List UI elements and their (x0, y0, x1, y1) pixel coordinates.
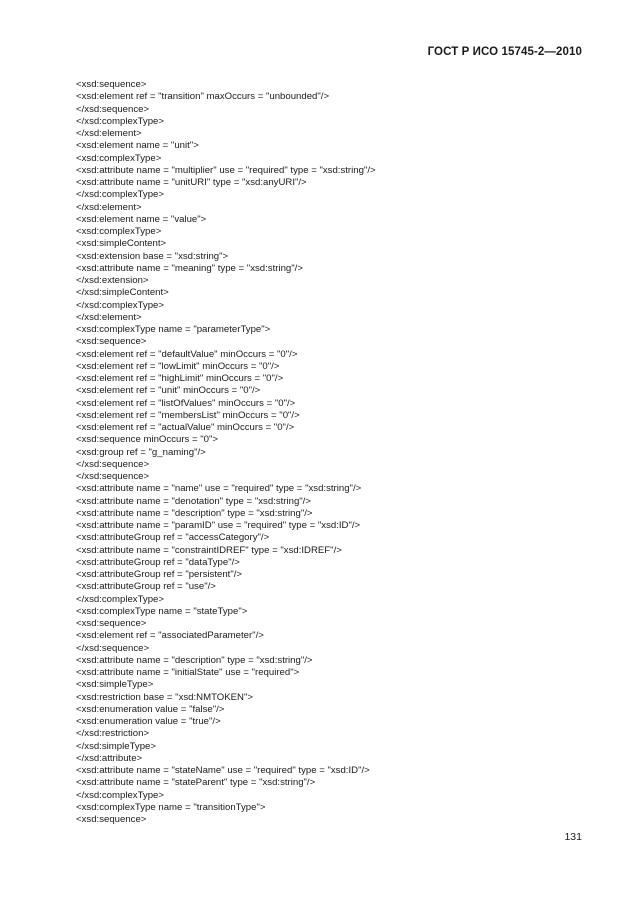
code-line: <xsd:attribute name = "stateParent" type = "xsd:string"/> (76, 777, 316, 789)
code-line: <xsd:attribute name = "stateName" use = "required" type = "xsd:ID"/> (76, 765, 370, 776)
code-line: </xsd:sequence> (76, 642, 150, 654)
code-line: <xsd:enumeration value = "false"/> (76, 703, 225, 715)
code-line: </xsd:sequence> (76, 458, 150, 470)
code-line: </xsd:simpleContent> (76, 287, 169, 299)
code-line: <xsd:complexType> (76, 152, 162, 164)
code-line: </xsd:restriction> (76, 728, 150, 740)
code-line: </xsd:complexType> (76, 299, 164, 311)
code-line: <xsd:sequence> (76, 79, 147, 90)
code-line: <xsd:complexType> (76, 226, 162, 237)
code-line: <xsd:attribute name = "name" use = "required" type = "xsd:string"/> (76, 483, 362, 495)
code-line: </xsd:element> (76, 201, 142, 213)
code-line: <xsd:attributeGroup ref = "persistent"/> (76, 569, 242, 580)
code-line: </xsd:extension> (76, 275, 149, 286)
code-line: </xsd:simpleType> (76, 740, 156, 752)
code-line: <xsd:element ref = "listOfValues" minOccurs = "0"/> (76, 397, 296, 409)
code-line: <xsd:attributeGroup ref = "accessCategory"/> (76, 532, 270, 544)
code-line: <xsd:attributeGroup ref = "dataType"/> (76, 556, 240, 568)
code-line: <xsd:group ref = "g_naming"/> (76, 446, 206, 458)
code-line: <xsd:element name = "value"> (76, 213, 207, 225)
code-line: </xsd:sequence> (76, 103, 150, 115)
code-line: <xsd:attribute name = "multiplier" use = "required" type = "xsd:string"/> (76, 164, 376, 176)
code-line: <xsd:element ref = "unit" minOccurs = "0"/> (76, 385, 261, 397)
code-line: </xsd:complexType> (76, 115, 164, 127)
code-line: <xsd:attribute name = "constraintIDREF" type = "xsd:IDREF"/> (76, 544, 342, 556)
code-line: </xsd:complexType> (76, 789, 164, 801)
code-line: <xsd:complexType name = "stateType"> (76, 605, 248, 617)
code-line: </xsd:sequence> (76, 471, 150, 482)
code-line: <xsd:complexType name = "parameterType"> (76, 324, 271, 335)
code-line: <xsd:element name = "unit"> (76, 140, 199, 152)
code-line: <xsd:attribute name = "meaning" type = "xsd:string"/> (76, 262, 303, 274)
code-line: <xsd:element ref = "highLimit" minOccurs = "0"/> (76, 373, 284, 384)
code-line: <xsd:attributeGroup ref = "use"/> (76, 581, 216, 593)
code-line: <xsd:element ref = "lowLimit" minOccurs = "0"/> (76, 360, 280, 372)
code-line: </xsd:element> (76, 311, 142, 323)
code-line: <xsd:enumeration value = "true"/> (76, 716, 221, 727)
xsd-code-block (76, 79, 596, 826)
code-line: <xsd:attribute name = "description" type = "xsd:string"/> (76, 507, 313, 519)
code-line: <xsd:simpleContent> (76, 238, 167, 250)
code-line: <xsd:attribute name = "unitURI" type = "xsd:anyURI"/> (76, 177, 307, 188)
code-line: <xsd:element ref = "defaultValue" minOccurs = "0"/> (76, 348, 298, 360)
code-line: <xsd:attribute name = "paramID" use = "required" type = "xsd:ID"/> (76, 520, 361, 531)
code-line: <xsd:restriction base = "xsd:NMTOKEN"> (76, 691, 253, 703)
code-line: <xsd:extension base = "xsd:string"> (76, 250, 229, 262)
code-line: </xsd:element> (76, 128, 142, 139)
code-line: <xsd:sequence> (76, 814, 147, 825)
code-line: <xsd:sequence> (76, 618, 147, 629)
code-line: <xsd:element ref = "actualValue" minOccurs = "0"/> (76, 422, 295, 433)
code-line: <xsd:element ref = "transition" maxOccurs = "unbounded"/> (76, 91, 330, 103)
code-line: <xsd:element ref = "associatedParameter"/> (76, 630, 264, 642)
code-line: </xsd:complexType> (76, 189, 164, 201)
document-header: ГОСТ Р ИСО 15745-2—2010 (427, 46, 582, 58)
code-line: <xsd:attribute name = "initialState" use = "required"> (76, 667, 300, 678)
code-line: <xsd:element ref = "membersList" minOccurs = "0"/> (76, 409, 300, 421)
code-line: <xsd:sequence minOccurs = "0"> (76, 434, 218, 446)
code-line: </xsd:complexType> (76, 593, 164, 605)
code-line: <xsd:simpleType> (76, 679, 154, 691)
code-line: <xsd:complexType name = "transitionType"> (76, 801, 266, 813)
code-line: </xsd:attribute> (76, 752, 143, 764)
code-line: <xsd:attribute name = "denotation" type = "xsd:string"/> (76, 495, 311, 507)
page-number: 131 (564, 831, 582, 843)
code-line: <xsd:attribute name = "description" type = "xsd:string"/> (76, 654, 313, 666)
code-line: <xsd:sequence> (76, 336, 147, 348)
